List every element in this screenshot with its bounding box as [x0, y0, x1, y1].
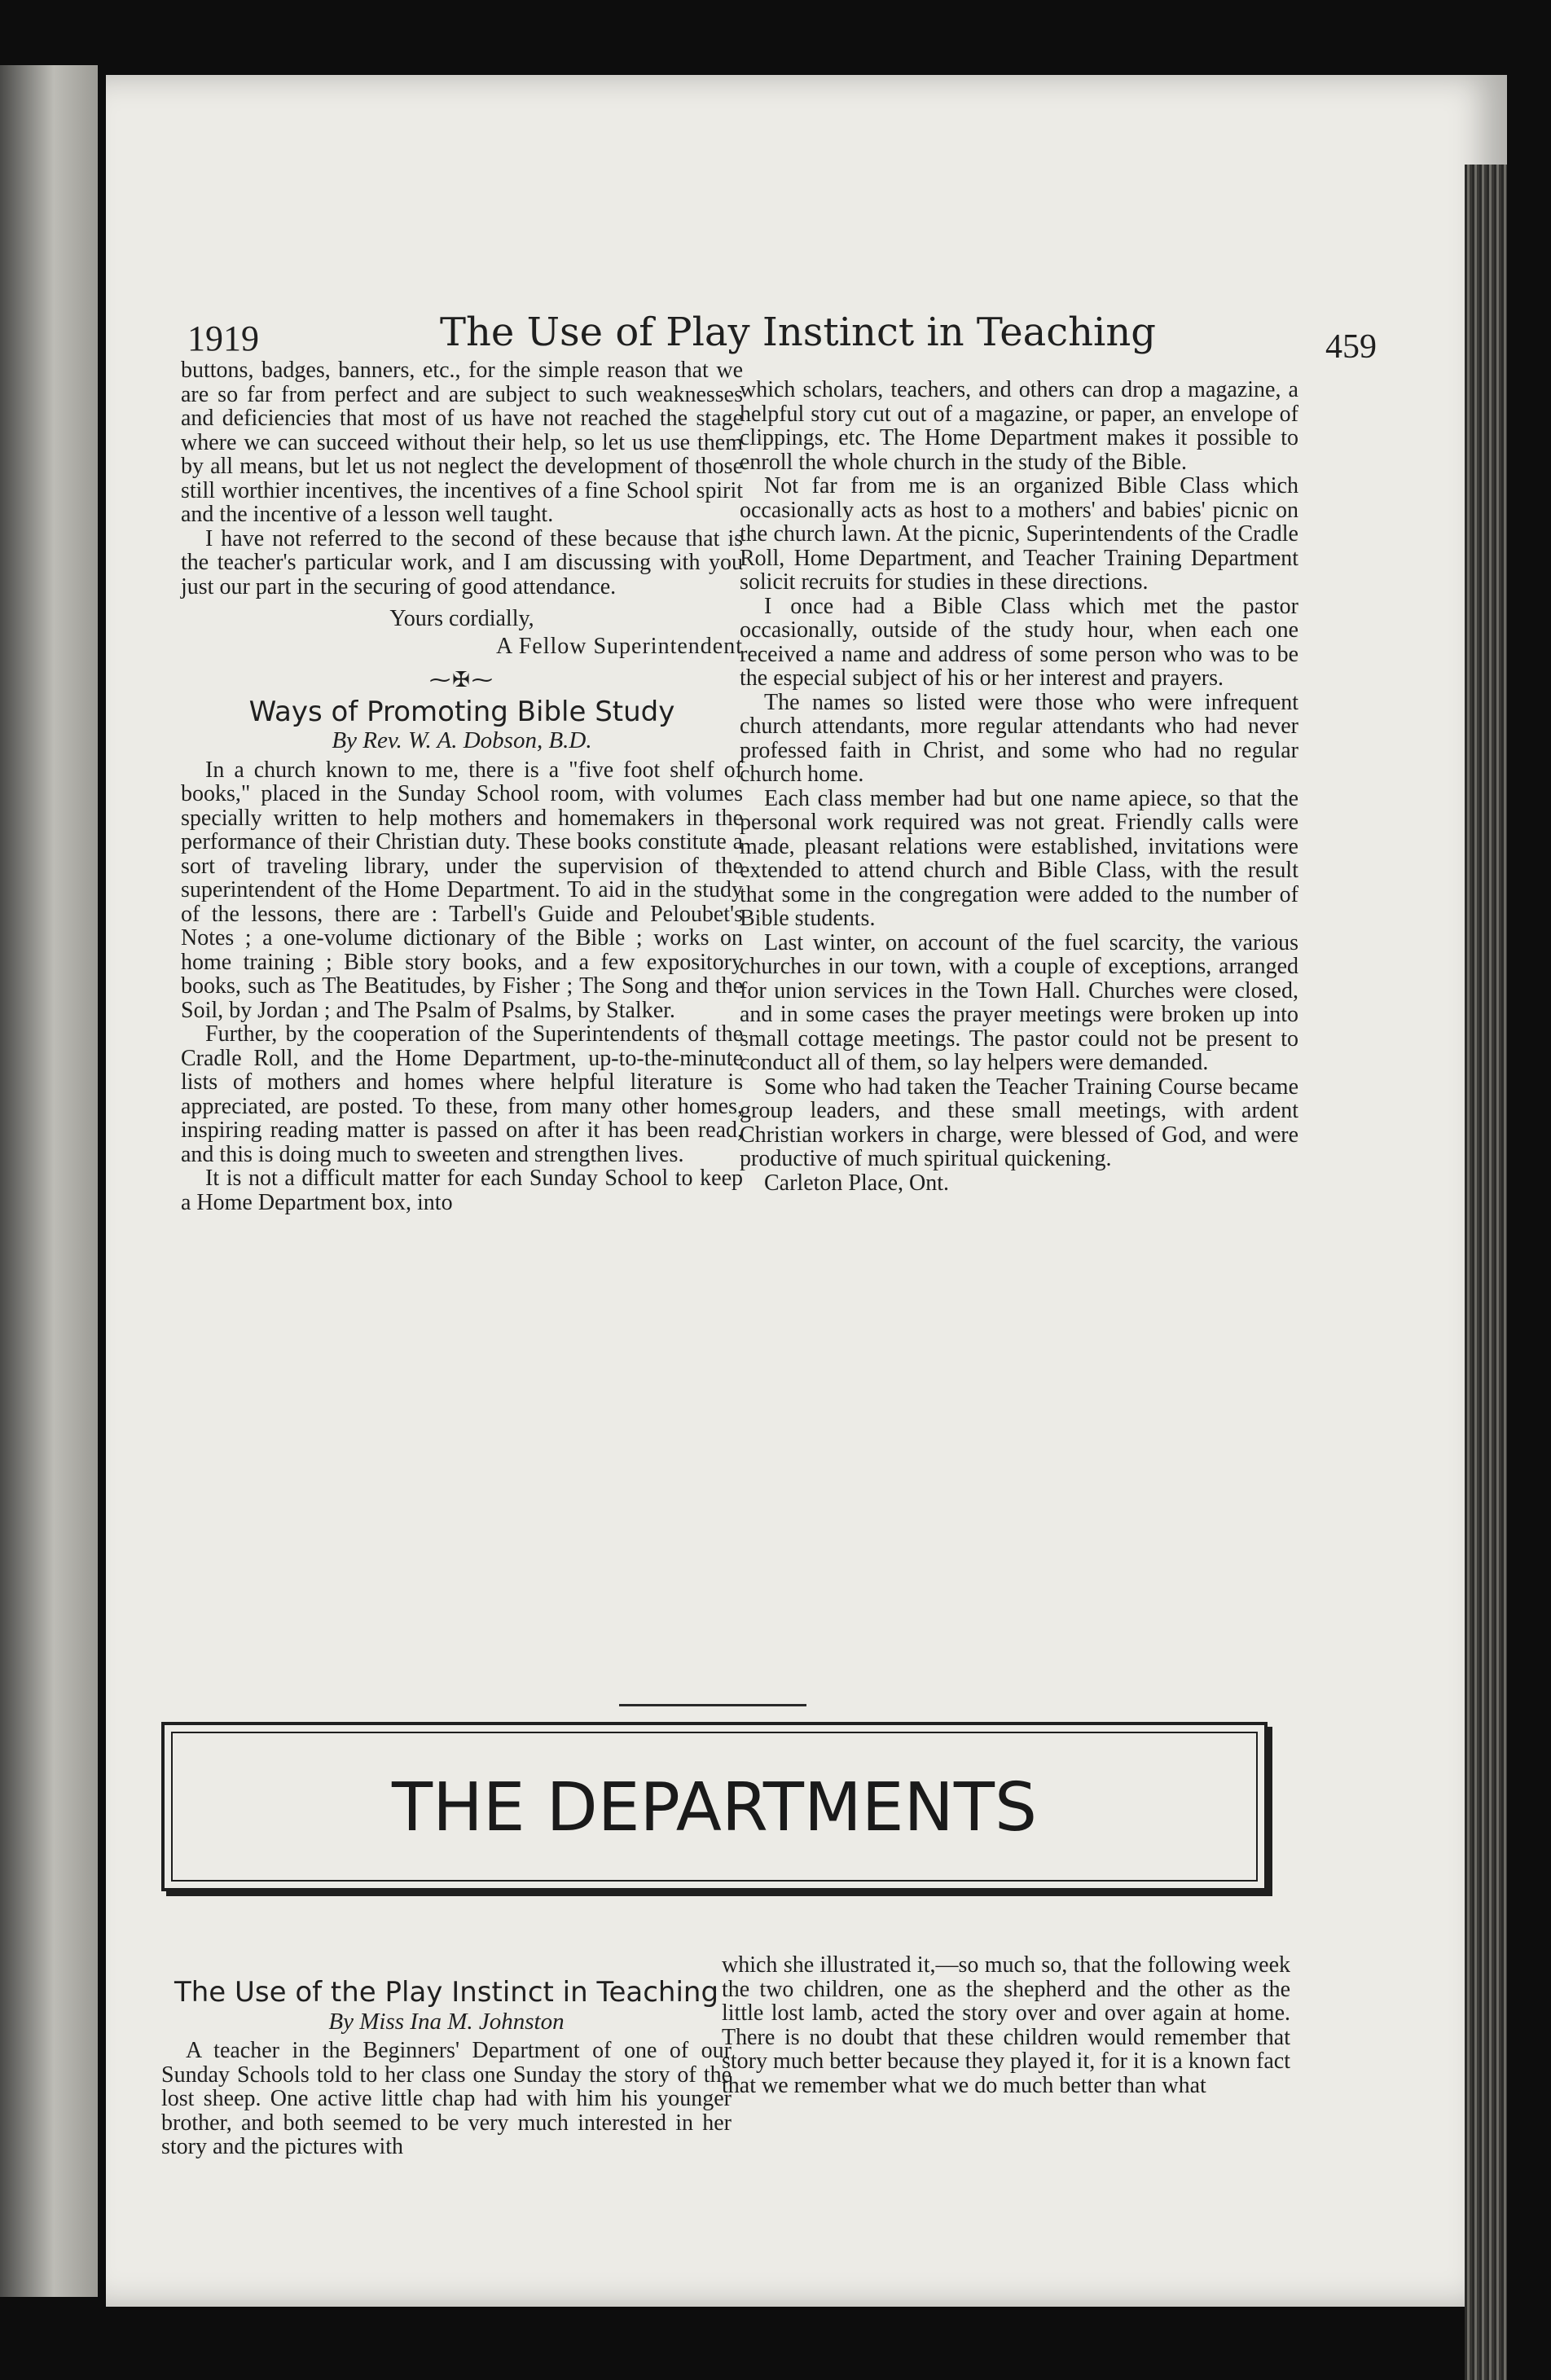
facing-page-edge — [0, 65, 98, 2297]
section-byline: By Rev. W. A. Dobson, B.D. — [332, 727, 592, 753]
section-byline: By Miss Ina M. Johnston — [328, 2008, 565, 2035]
paragraph: In a church known to me, there is a "five foot shelf of books," placed in the Sunday School room, with volumes specially written to help mothers and homemakers in the performance of their Christian duty. These books constitute a sort of traveling library, under the supervision of the superintendent of the Home Department. To aid in the study of the lessons, there are : Tarbell's Guide and Peloubet's Notes ; a one-volume dictionary of the Bible ; works on home training ; Bible story books, and a few expository books, such as The Beatitudes, by Fisher ; The Song and the Soil, by Jordan ; and The Psalm of Psalms, by Stalker. — [181, 757, 743, 1023]
letter-closing: Yours cordially, — [389, 606, 534, 631]
departments-banner — [161, 1722, 1268, 1891]
banner-title: THE DEPARTMENTS — [391, 1769, 1037, 1846]
paragraph: which scholars, teachers, and others can drop a magazine, a helpful story cut out of a magazine, or paper, an envelope of clippings, etc. The Home Department makes it possible to enroll the whole church in the study of the Bible. — [740, 377, 1298, 475]
paragraph: I have not referred to the second of these because that is the teacher's particular work, and I am discussing with you just our part in the securing of good attendance. — [181, 525, 743, 599]
header-title: The Use of Play Instinct in Teaching — [440, 310, 1157, 355]
paragraph: buttons, badges, banners, etc., for the simple reason that we are so far from perfect and are subject to such weaknesses and deficiencies that most of us have not reached the stage where we can succeed without their help, so let us use them by all means, but let us not neglect the development of those still worthier incentives, the incentives of a fine School spirit and the incentive of a lesson well taught. — [181, 358, 743, 527]
column-4 — [722, 1953, 1290, 2097]
page-number: 459 — [1325, 328, 1377, 366]
paragraph: Some who had taken the Teacher Training Course became group leaders, and these small meetings, with ardent Christian workers in charge, were blessed of God, and were productive of much spiritual quickening. — [740, 1074, 1298, 1171]
page-edges — [1465, 165, 1507, 2380]
paragraph: which she illustrated it,—so much so, that the following week the two children, one as the shepherd and the other as the little lost lamb, acted the story over and over again at home. There is no doubt that these children would remember that story much better because they played it, for it is a known fact that we remember what we do much better than what — [722, 1952, 1290, 2098]
paragraph: Each class member had but one name apiece, so that the personal work required was not great. Friendly calls were made, pleasant relations were established, invitations were extended to attend church and Bible Class, with the result that some in the congregation were added to the number of Bible students. — [740, 785, 1298, 931]
section-title: The Use of the Play Instinct in Teaching — [174, 1976, 719, 2009]
header-year: 1919 — [187, 318, 259, 358]
paragraph: I once had a Bible Class which met the pastor occasionally, outside of the study hour, when each one received a name and address of some person who was to be the especial subject of his or her interest and prayers. — [740, 593, 1298, 691]
book-page — [106, 75, 1507, 2307]
paragraph: Further, by the cooperation of the Superintendents of the Cradle Roll, and the Home Department, up-to-the-minute lists of mothers and homes where helpful literature is appreciated, are posted. To these, from many other homes, inspiring reading matter is passed on after it has been read, and this is doing much to sweeten and strengthen lives. — [181, 1021, 743, 1167]
paragraph: Not far from me is an organized Bible Class which occasionally acts as host to a mothers' and babies' picnic on the church lawn. At the picnic, Superintendents of the Cradle Roll, Home Department, and Teacher Training Department solicit recruits for studies in these directions. — [740, 473, 1298, 595]
place-line: Carleton Place, Ont. — [764, 1170, 950, 1196]
paragraph: The names so listed were those who were infrequent church attendants, more regular attendants who had never professed faith in Christ, and some who had no regular church home. — [740, 689, 1298, 787]
column-1 — [181, 358, 743, 1214]
section-rule — [619, 1704, 806, 1706]
section-title: Ways of Promoting Bible Study — [248, 695, 675, 728]
ornament-divider: ⁓✠⁓ — [429, 668, 494, 692]
column-3 — [161, 1976, 732, 2159]
column-2 — [740, 378, 1298, 1195]
paragraph: It is not a difficult matter for each Sunday School to keep a Home Department box, into — [181, 1166, 743, 1215]
paragraph: Last winter, on account of the fuel scarcity, the various churches in our town, with a couple of exceptions, arranged for union services in the Town Hall. Churches were closed, and in some cases the prayer meetings were broken up into small cottage meetings. The pastor could not be present to conduct all of them, so lay helpers were demanded. — [740, 929, 1298, 1075]
letter-signature: A Fellow Superintendent — [496, 633, 743, 659]
paragraph: A teacher in the Beginners' Department of one of our Sunday Schools told to her class one Sunday the story of the lost sheep. One active little chap had with him his younger brother, and both seemed to be very much interested in her story and the pictures with — [161, 2038, 732, 2159]
